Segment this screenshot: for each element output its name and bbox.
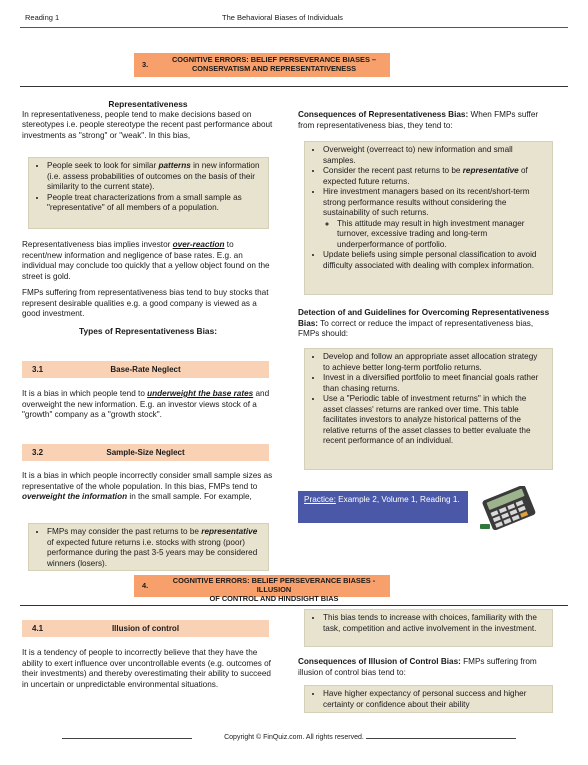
- representativeness-heading: Representativeness: [108, 99, 188, 109]
- section-3-number: 3.: [142, 60, 149, 69]
- section-3-rule: [20, 86, 568, 87]
- section-4-title: [164, 576, 384, 603]
- subsection-4-1-header: [22, 620, 269, 637]
- consequences-illusion-box: [304, 685, 553, 713]
- calculator-image: [478, 486, 538, 530]
- section-4-rule: [20, 605, 568, 606]
- sample-size-paragraph: It is a bias in which people incorrectly consider small sample sizes as representative of the whole population. In this bias, FMPs tend to overweight the information in the small sample. For example,: [22, 471, 273, 501]
- subsection-3-2-title: Sample-Size Neglect: [106, 448, 185, 457]
- left-column-cont: [22, 240, 274, 336]
- list-item: • This bias tends to increase with choices, familiarity with the task, competition and active involvement in the investment.: [323, 613, 546, 634]
- list-item: • People treat characterizations from a small sample as "representative" of all members of a population.: [47, 193, 262, 214]
- consequences-rep-box: [304, 141, 553, 295]
- section-4-banner: [134, 575, 390, 604]
- subsection-3-1-number: 3.1: [32, 365, 44, 374]
- consequences-rep-paragraph: Consequences of Representativeness Bias: When FMPs suffer from representativeness bias, they tend to:: [298, 110, 539, 130]
- illusion-box: [304, 609, 553, 647]
- list-item: • Use a "Periodic table of investment returns" in which the asset classes' returns are ranked over time. This table facilitates investors to analyze historical patterns of the relative returns of the asset classes to better evaluate the recent performance of an individual.: [323, 394, 546, 447]
- patterns-emphasis: patterns: [158, 161, 191, 170]
- list-item: • People seek to look for similar patterns in new information (i.e. assess probabilities of outcomes on the basis of their similarity to the current state).: [47, 161, 262, 193]
- detection-paragraph: Detection of and Guidelines for Overcoming Representativeness Bias: To correct or reduce the impact of representativeness bias, FMPs should:: [298, 308, 550, 338]
- overreaction-paragraph: Representativeness bias implies investor over-reaction to recent/new information and negligence of base rates. E.g. an individual may conclude too quickly that a yellow object found on the street is gold.: [22, 240, 270, 281]
- section-4-number: 4.: [142, 581, 149, 590]
- section-4-title-line1: COGNITIVE ERRORS: BELIEF PERSEVERANCE BIASES - ILLUSION: [172, 576, 376, 595]
- section-3-title-line1: COGNITIVE ERRORS: BELIEF PERSEVERANCE BIASES –: [171, 55, 377, 64]
- section-3-banner: [134, 53, 390, 77]
- header-reading: Reading 1: [25, 13, 60, 22]
- subsection-4-1-number: 4.1: [32, 624, 44, 633]
- representativeness-intro: In representativeness, people tend to make decisions based on stereotypes i.e. people stereotype the recent past performance about investments as "strong" or "weak". In this bias,: [22, 109, 273, 140]
- sub-list-item: ◦ This attitude may result in high investment manager turnover, excessive trading and long-term underperformance of portfolio.: [337, 219, 546, 251]
- types-heading: Types of Representativeness Bias:: [78, 325, 218, 336]
- subsection-3-2-number: 3.2: [32, 448, 44, 457]
- footer-line-left: [62, 738, 192, 739]
- header-title: The Behavioral Biases of Individuals: [222, 13, 343, 22]
- fmps-paragraph: FMPs suffering from representativeness bias tend to buy stocks that represent desirable qualities e.g. a good company is viewed as a good investment.: [22, 288, 269, 318]
- practice-link[interactable]: Practice:: [304, 495, 336, 504]
- list-item: • Invest in a diversified portfolio to meet financial goals rather than chasing returns.: [323, 373, 546, 394]
- detection-box: [304, 348, 553, 470]
- representativeness-list: [33, 161, 262, 214]
- list-item: • Overweight (overreact to) new information and small samples.: [323, 145, 546, 166]
- section-3-title-line2: CONSERVATISM AND REPRESENTATIVENESS: [191, 64, 357, 74]
- subsection-3-1-header: [22, 361, 269, 378]
- subsection-3-2-header: [22, 444, 269, 461]
- section-3-title: [164, 55, 384, 73]
- footer-copyright: Copyright © FinQuiz.com. All rights reserved.: [224, 734, 364, 741]
- list-item: • FMPs may consider the past returns to be representative of expected future returns i.e. stocks with strong (poor) performance during the past 3-5 years may be considered winners (losers).: [47, 527, 262, 569]
- section-4-title-line2: OF CONTROL AND HINDSIGHT BIAS: [209, 594, 339, 604]
- representativeness-box: [28, 157, 269, 229]
- list-item: • Update beliefs using simple personal classification to avoid difficulty associated with dealing with complex information.: [323, 250, 546, 271]
- consequences-illusion-paragraph: Consequences of Illusion of Control Bias: FMPs suffering from illusion of control bias tend to:: [298, 657, 537, 677]
- header-divider: [20, 27, 568, 28]
- sample-size-box: [28, 523, 269, 571]
- list-item: • Have higher expectancy of personal success and higher certainty or confidence about their ability: [323, 689, 546, 710]
- base-rate-paragraph: It is a bias in which people tend to underweight the base rates and overweight the new information. E.g. an investor views stock of a "growth" company as a "growth stock".: [22, 389, 270, 419]
- subsection-4-1-title: Illusion of control: [111, 624, 180, 633]
- footer-line-right: [366, 738, 516, 739]
- page-footer: [0, 734, 588, 743]
- right-column: [298, 110, 556, 137]
- list-item: • Hire investment managers based on its recent/short-term strong performance results without considering the sustainability of such returns. ◦ This attitude may result in high investment manager turnover, excessive trading and long-term underperformance of portfolio.: [323, 187, 546, 250]
- list-item: • Consider the recent past returns to be representative of expected future returns.: [323, 166, 546, 187]
- illusion-paragraph: It is a tendency of people to incorrectly believe that they have the ability to exert influence over uncontrollable events (e.g. outcomes of their investments) and thereby overestimating their ability to succeed in uncertain or unpredictable environmental situations.: [22, 648, 271, 689]
- practice-callout[interactable]: Practice: Example 2, Volume 1, Reading 1.: [298, 491, 468, 523]
- list-item: • Develop and follow an appropriate asset allocation strategy to achieve better long-term portfolio returns.: [323, 352, 546, 373]
- left-column: [22, 99, 274, 147]
- subsection-3-1-title: Base-Rate Neglect: [110, 365, 181, 374]
